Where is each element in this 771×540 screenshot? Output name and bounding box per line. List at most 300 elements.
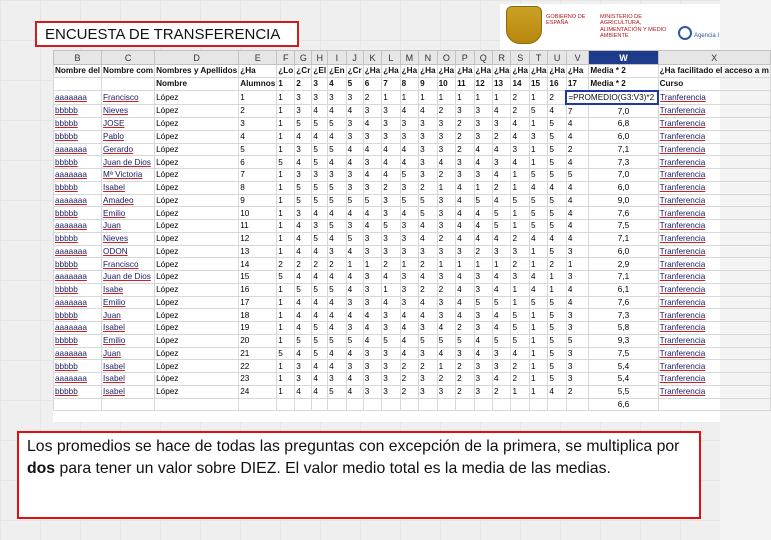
answer-cell[interactable]: 3 bbox=[456, 156, 474, 169]
answer-cell[interactable]: 4 bbox=[346, 347, 363, 360]
answer-cell[interactable]: 4 bbox=[328, 130, 346, 143]
header-cell[interactable]: ¿Ha bbox=[549, 66, 565, 76]
subheader-cell[interactable]: 14 bbox=[511, 77, 529, 90]
answer-cell[interactable]: 5 bbox=[312, 194, 328, 207]
answer-cell[interactable]: 1 bbox=[277, 385, 295, 398]
answer-cell[interactable]: 4 bbox=[474, 232, 492, 245]
student-number-cell[interactable]: 22 bbox=[239, 360, 277, 373]
last-name-cell[interactable]: López bbox=[155, 220, 239, 233]
answer-cell[interactable]: 1 bbox=[277, 220, 295, 233]
column-header-n[interactable]: N bbox=[419, 51, 437, 65]
answer-cell[interactable]: 4 bbox=[295, 385, 312, 398]
answer-cell[interactable]: 4 bbox=[295, 322, 312, 335]
header-cell[interactable]: ¿Ha bbox=[401, 66, 418, 76]
answer-cell[interactable]: 3 bbox=[382, 118, 400, 131]
subheader-cell[interactable]: 1 bbox=[277, 77, 295, 90]
last-name-cell[interactable]: López bbox=[155, 309, 239, 322]
answer-cell[interactable]: 4 bbox=[346, 309, 363, 322]
answer-cell[interactable]: 4 bbox=[295, 156, 312, 169]
answer-cell[interactable]: 3 bbox=[346, 91, 363, 105]
last-name-cell[interactable]: López bbox=[155, 143, 239, 156]
answer-cell[interactable]: 5 bbox=[493, 220, 511, 233]
column-header-b[interactable]: B bbox=[54, 51, 102, 65]
course-cell[interactable]: Tranferencia bbox=[658, 143, 770, 156]
first-name-cell[interactable]: Isabel bbox=[102, 360, 155, 373]
answer-cell[interactable]: 3 bbox=[456, 169, 474, 182]
first-name-cell[interactable]: Francisco bbox=[102, 91, 155, 105]
answer-cell[interactable]: 4 bbox=[456, 220, 474, 233]
answer-cell[interactable]: 2 bbox=[493, 385, 511, 398]
course-cell[interactable]: Tranferencia bbox=[658, 194, 770, 207]
header-cell[interactable]: Nombre del bbox=[55, 66, 101, 76]
answer-cell[interactable]: 4 bbox=[566, 156, 588, 169]
answer-cell[interactable]: 3 bbox=[346, 181, 363, 194]
answer-cell[interactable]: 1 bbox=[277, 309, 295, 322]
answer-cell[interactable]: 2 bbox=[474, 245, 492, 258]
answer-cell[interactable]: 2 bbox=[493, 130, 511, 143]
surname-cell[interactable]: bbbbb bbox=[54, 207, 102, 220]
surname-cell[interactable]: aaaaaaa bbox=[54, 169, 102, 182]
column-header-c[interactable]: C bbox=[102, 51, 155, 65]
answer-cell[interactable]: 1 bbox=[277, 181, 295, 194]
answer-cell[interactable]: 5 bbox=[511, 309, 529, 322]
answer-cell[interactable]: 4 bbox=[529, 271, 547, 284]
answer-cell[interactable]: 3 bbox=[493, 118, 511, 131]
answer-cell[interactable]: 4 bbox=[548, 232, 566, 245]
answer-cell[interactable]: 5 bbox=[312, 156, 328, 169]
answer-cell[interactable]: 1 bbox=[529, 118, 547, 131]
answer-cell[interactable]: 3 bbox=[400, 130, 418, 143]
answer-cell[interactable]: 1 bbox=[346, 258, 363, 271]
answer-cell[interactable]: 3 bbox=[363, 271, 381, 284]
course-cell[interactable]: Tranferencia bbox=[658, 169, 770, 182]
average-cell[interactable]: 5,8 bbox=[589, 322, 658, 335]
answer-cell[interactable]: 4 bbox=[400, 104, 418, 117]
answer-cell[interactable]: 3 bbox=[346, 360, 363, 373]
answer-cell[interactable]: 3 bbox=[346, 322, 363, 335]
answer-cell[interactable]: 1 bbox=[277, 322, 295, 335]
last-name-cell[interactable]: López bbox=[155, 194, 239, 207]
answer-cell[interactable]: 4 bbox=[328, 271, 346, 284]
average-cell[interactable]: 6,0 bbox=[589, 181, 658, 194]
answer-cell[interactable]: 4 bbox=[312, 245, 328, 258]
answer-cell[interactable]: 5 bbox=[529, 194, 547, 207]
answer-cell[interactable]: 2 bbox=[437, 169, 455, 182]
answer-cell[interactable]: 5 bbox=[419, 207, 437, 220]
answer-cell[interactable]: 5 bbox=[312, 334, 328, 347]
answer-cell[interactable]: 3 bbox=[346, 296, 363, 309]
answer-cell[interactable]: 3 bbox=[419, 322, 437, 335]
first-name-cell[interactable]: Gerardo bbox=[102, 143, 155, 156]
answer-cell[interactable]: 4 bbox=[346, 104, 363, 117]
answer-cell[interactable]: 5 bbox=[437, 334, 455, 347]
answer-cell[interactable]: 3 bbox=[474, 322, 492, 335]
empty-cell[interactable] bbox=[295, 398, 312, 411]
answer-cell[interactable]: 2 bbox=[511, 373, 529, 386]
answer-cell[interactable]: 3 bbox=[437, 245, 455, 258]
answer-cell[interactable]: 3 bbox=[382, 245, 400, 258]
surname-cell[interactable]: aaaaaaa bbox=[54, 194, 102, 207]
answer-cell[interactable]: 4 bbox=[456, 283, 474, 296]
empty-cell[interactable] bbox=[102, 398, 155, 411]
answer-cell[interactable]: 3 bbox=[419, 385, 437, 398]
answer-cell[interactable]: 4 bbox=[456, 194, 474, 207]
answer-cell[interactable]: 4 bbox=[312, 360, 328, 373]
answer-cell[interactable]: 3 bbox=[382, 207, 400, 220]
answer-cell[interactable]: 3 bbox=[363, 245, 381, 258]
empty-cell[interactable] bbox=[382, 398, 400, 411]
average-cell[interactable]: 7,1 bbox=[589, 271, 658, 284]
answer-cell[interactable]: 3 bbox=[400, 271, 418, 284]
answer-cell[interactable]: 3 bbox=[437, 309, 455, 322]
answer-cell[interactable]: 2 bbox=[419, 360, 437, 373]
answer-cell[interactable]: 3 bbox=[363, 130, 381, 143]
answer-cell[interactable]: 4 bbox=[566, 220, 588, 233]
student-number-cell[interactable]: 2 bbox=[239, 104, 277, 117]
average-cell[interactable]: 6,1 bbox=[589, 283, 658, 296]
answer-cell[interactable]: 4 bbox=[511, 118, 529, 131]
answer-cell[interactable]: 3 bbox=[363, 283, 381, 296]
answer-cell[interactable]: 2 bbox=[382, 258, 400, 271]
formula-cell[interactable] bbox=[566, 91, 658, 105]
answer-cell[interactable]: 3 bbox=[566, 360, 588, 373]
answer-cell[interactable]: 5 bbox=[548, 220, 566, 233]
surname-cell[interactable]: aaaaaaa bbox=[54, 322, 102, 335]
answer-cell[interactable]: 4 bbox=[511, 347, 529, 360]
answer-cell[interactable]: 4 bbox=[328, 296, 346, 309]
answer-cell[interactable]: 1 bbox=[363, 258, 381, 271]
header-cell[interactable]: Nombre com bbox=[103, 66, 154, 76]
answer-cell[interactable]: 2 bbox=[566, 385, 588, 398]
answer-cell[interactable]: 4 bbox=[548, 181, 566, 194]
answer-cell[interactable]: 4 bbox=[493, 169, 511, 182]
answer-cell[interactable]: 4 bbox=[312, 385, 328, 398]
answer-cell[interactable]: 3 bbox=[437, 118, 455, 131]
course-cell[interactable]: Tranferencia bbox=[658, 322, 770, 335]
answer-cell[interactable]: 1 bbox=[277, 207, 295, 220]
average-cell[interactable]: 7,6 bbox=[589, 207, 658, 220]
answer-cell[interactable]: 4 bbox=[346, 245, 363, 258]
last-name-cell[interactable]: López bbox=[155, 156, 239, 169]
subheader-cell[interactable]: 2 bbox=[295, 77, 312, 90]
answer-cell[interactable]: 4 bbox=[566, 283, 588, 296]
last-name-cell[interactable]: López bbox=[155, 118, 239, 131]
empty-cell[interactable] bbox=[474, 398, 492, 411]
answer-cell[interactable]: 1 bbox=[277, 169, 295, 182]
header-cell[interactable]: ¿El bbox=[313, 66, 327, 76]
answer-cell[interactable]: 1 bbox=[277, 194, 295, 207]
answer-cell[interactable]: 5 bbox=[312, 143, 328, 156]
subheader-cell[interactable]: 10 bbox=[437, 77, 455, 90]
answer-cell[interactable]: 5 bbox=[529, 104, 547, 117]
surname-cell[interactable]: bbbbb bbox=[54, 258, 102, 271]
answer-cell[interactable]: 2 bbox=[277, 258, 295, 271]
answer-cell[interactable]: 5 bbox=[382, 220, 400, 233]
answer-cell[interactable]: 3 bbox=[400, 118, 418, 131]
answer-cell[interactable]: 3 bbox=[363, 385, 381, 398]
answer-cell[interactable]: 3 bbox=[295, 91, 312, 105]
course-cell[interactable]: Tranferencia bbox=[658, 118, 770, 131]
answer-cell[interactable]: 1 bbox=[529, 334, 547, 347]
answer-cell[interactable]: 3 bbox=[566, 347, 588, 360]
header-cell[interactable]: ¿Ha bbox=[530, 66, 547, 76]
answer-cell[interactable]: 1 bbox=[529, 258, 547, 271]
answer-cell[interactable]: 2 bbox=[437, 104, 455, 117]
answer-cell[interactable]: 1 bbox=[277, 104, 295, 117]
header-cell[interactable]: ¿Ha facilitado el acceso a m bbox=[659, 66, 769, 76]
course-cell[interactable]: Tranferencia bbox=[658, 220, 770, 233]
subheader-cell[interactable]: 15 bbox=[529, 77, 547, 90]
subheader-cell[interactable]: 4 bbox=[328, 77, 346, 90]
answer-cell[interactable]: 1 bbox=[548, 271, 566, 284]
answer-cell[interactable]: 1 bbox=[277, 334, 295, 347]
answer-cell[interactable]: 1 bbox=[456, 258, 474, 271]
answer-cell[interactable]: 4 bbox=[295, 271, 312, 284]
answer-cell[interactable]: 3 bbox=[456, 104, 474, 117]
spreadsheet[interactable] bbox=[53, 50, 769, 422]
answer-cell[interactable]: 5 bbox=[382, 334, 400, 347]
column-header-v[interactable]: V bbox=[566, 51, 588, 65]
answer-cell[interactable]: 3 bbox=[346, 130, 363, 143]
empty-cell[interactable] bbox=[155, 398, 239, 411]
column-header-e[interactable]: E bbox=[239, 51, 277, 65]
answer-cell[interactable]: 4 bbox=[437, 347, 455, 360]
answer-cell[interactable]: 1 bbox=[493, 258, 511, 271]
student-number-cell[interactable]: 5 bbox=[239, 143, 277, 156]
answer-cell[interactable]: 2 bbox=[382, 181, 400, 194]
answer-cell[interactable]: 1 bbox=[511, 296, 529, 309]
answer-cell[interactable]: 4 bbox=[529, 232, 547, 245]
student-number-cell[interactable]: 6 bbox=[239, 156, 277, 169]
last-name-cell[interactable]: López bbox=[155, 104, 239, 117]
last-name-cell[interactable]: López bbox=[155, 207, 239, 220]
answer-cell[interactable]: 1 bbox=[529, 385, 547, 398]
answer-cell[interactable]: 3 bbox=[474, 169, 492, 182]
answer-cell[interactable]: 2 bbox=[511, 104, 529, 117]
answer-cell[interactable]: 4 bbox=[312, 130, 328, 143]
answer-cell[interactable]: 3 bbox=[474, 360, 492, 373]
answer-cell[interactable]: 5 bbox=[419, 334, 437, 347]
answer-cell[interactable]: 5 bbox=[511, 322, 529, 335]
answer-cell[interactable]: 4 bbox=[400, 143, 418, 156]
answer-cell[interactable]: 3 bbox=[400, 296, 418, 309]
column-header-m[interactable]: M bbox=[400, 51, 418, 65]
surname-cell[interactable]: aaaaaaa bbox=[54, 91, 102, 105]
column-header-g[interactable]: G bbox=[295, 51, 312, 65]
header-cell[interactable]: ¿Ha bbox=[438, 66, 455, 76]
last-name-cell[interactable]: López bbox=[155, 271, 239, 284]
average-cell[interactable]: 7,1 bbox=[589, 232, 658, 245]
answer-cell[interactable]: 2 bbox=[456, 143, 474, 156]
first-name-cell[interactable]: Isabel bbox=[102, 385, 155, 398]
subheader-cell[interactable]: 5 bbox=[346, 77, 363, 90]
answer-cell[interactable]: 4 bbox=[493, 194, 511, 207]
answer-cell[interactable]: 5 bbox=[548, 207, 566, 220]
last-name-cell[interactable]: López bbox=[155, 322, 239, 335]
average-cell[interactable]: 6,0 bbox=[589, 245, 658, 258]
subheader-cell[interactable]: 8 bbox=[400, 77, 418, 90]
column-header-w[interactable]: W bbox=[589, 51, 658, 65]
answer-cell[interactable]: 3 bbox=[363, 296, 381, 309]
answer-cell[interactable]: 4 bbox=[474, 220, 492, 233]
student-number-cell[interactable]: 11 bbox=[239, 220, 277, 233]
student-number-cell[interactable]: 10 bbox=[239, 207, 277, 220]
answer-cell[interactable]: 2 bbox=[548, 91, 566, 105]
answer-cell[interactable]: 4 bbox=[566, 181, 588, 194]
answer-cell[interactable]: 5 bbox=[277, 271, 295, 284]
empty-cell[interactable] bbox=[312, 398, 328, 411]
answer-cell[interactable]: 4 bbox=[493, 322, 511, 335]
answer-cell[interactable]: 3 bbox=[437, 207, 455, 220]
answer-cell[interactable]: 4 bbox=[419, 309, 437, 322]
empty-cell[interactable] bbox=[437, 398, 455, 411]
average-cell[interactable]: 5,4 bbox=[589, 360, 658, 373]
course-cell[interactable]: Tranferencia bbox=[658, 245, 770, 258]
answer-cell[interactable]: 3 bbox=[382, 322, 400, 335]
answer-cell[interactable]: 4 bbox=[419, 296, 437, 309]
average-cell[interactable]: 9,3 bbox=[589, 334, 658, 347]
answer-cell[interactable]: 1 bbox=[277, 91, 295, 105]
course-cell[interactable]: Tranferencia bbox=[658, 385, 770, 398]
answer-cell[interactable]: 4 bbox=[493, 309, 511, 322]
empty-cell[interactable] bbox=[328, 398, 346, 411]
answer-cell[interactable]: 1 bbox=[382, 91, 400, 105]
last-name-cell[interactable]: López bbox=[155, 347, 239, 360]
answer-cell[interactable]: 1 bbox=[437, 91, 455, 105]
answer-cell[interactable]: 5 bbox=[328, 220, 346, 233]
empty-cell[interactable] bbox=[511, 398, 529, 411]
answer-cell[interactable]: 3 bbox=[363, 360, 381, 373]
answer-cell[interactable]: 1 bbox=[400, 91, 418, 105]
answer-cell[interactable]: 1 bbox=[511, 207, 529, 220]
answer-cell[interactable]: 3 bbox=[312, 220, 328, 233]
answer-cell[interactable]: 4 bbox=[346, 207, 363, 220]
answer-cell[interactable]: 2 bbox=[419, 181, 437, 194]
last-name-cell[interactable]: López bbox=[155, 283, 239, 296]
answer-cell[interactable]: 5 bbox=[566, 334, 588, 347]
answer-cell[interactable]: 5 bbox=[474, 194, 492, 207]
spreadsheet-grid[interactable] bbox=[53, 50, 771, 411]
subheader-cell[interactable]: 7 bbox=[382, 77, 400, 90]
answer-cell[interactable]: 4 bbox=[474, 347, 492, 360]
answer-cell[interactable]: 1 bbox=[277, 232, 295, 245]
answer-cell[interactable]: 5 bbox=[328, 385, 346, 398]
answer-cell[interactable]: 3 bbox=[382, 373, 400, 386]
answer-cell[interactable]: 4 bbox=[400, 156, 418, 169]
surname-cell[interactable]: aaaaaaa bbox=[54, 143, 102, 156]
answer-cell[interactable]: 4 bbox=[312, 296, 328, 309]
answer-cell[interactable]: 4 bbox=[363, 143, 381, 156]
answer-cell[interactable]: 4 bbox=[419, 104, 437, 117]
surname-cell[interactable]: bbbbb bbox=[54, 156, 102, 169]
average-cell[interactable]: 5,5 bbox=[589, 385, 658, 398]
column-header-f[interactable]: F bbox=[277, 51, 295, 65]
empty-cell[interactable] bbox=[239, 398, 277, 411]
answer-cell[interactable]: 4 bbox=[419, 271, 437, 284]
first-name-cell[interactable]: Nieves bbox=[102, 104, 155, 117]
subheader-cell[interactable]: 17 bbox=[566, 77, 588, 90]
header-cell[interactable]: ¿Ha bbox=[420, 66, 436, 76]
answer-cell[interactable]: 3 bbox=[493, 156, 511, 169]
answer-cell[interactable]: 1 bbox=[511, 169, 529, 182]
first-name-cell[interactable]: Emilio bbox=[102, 207, 155, 220]
answer-cell[interactable]: 1 bbox=[382, 283, 400, 296]
answer-cell[interactable]: 5 bbox=[474, 296, 492, 309]
answer-cell[interactable]: 4 bbox=[328, 309, 346, 322]
answer-cell[interactable]: 2 bbox=[511, 360, 529, 373]
answer-cell[interactable]: 1 bbox=[529, 156, 547, 169]
answer-cell[interactable]: 3 bbox=[456, 245, 474, 258]
answer-cell[interactable]: 5 bbox=[295, 194, 312, 207]
last-name-cell[interactable]: López bbox=[155, 385, 239, 398]
answer-cell[interactable]: 3 bbox=[437, 130, 455, 143]
answer-cell[interactable]: 3 bbox=[493, 347, 511, 360]
answer-cell[interactable]: 1 bbox=[511, 283, 529, 296]
answer-cell[interactable]: 3 bbox=[295, 143, 312, 156]
answer-cell[interactable]: 3 bbox=[363, 232, 381, 245]
subheader-cell[interactable]: 13 bbox=[493, 77, 511, 90]
subheader-cell[interactable]: Curso bbox=[658, 77, 770, 90]
answer-cell[interactable]: 4 bbox=[400, 322, 418, 335]
course-cell[interactable]: Tranferencia bbox=[658, 181, 770, 194]
answer-cell[interactable]: 2 bbox=[511, 91, 529, 105]
first-name-cell[interactable]: Juan de Dios bbox=[102, 271, 155, 284]
answer-cell[interactable]: 3 bbox=[419, 118, 437, 131]
header-cell[interactable]: ¿Cr bbox=[347, 66, 362, 76]
answer-cell[interactable]: 3 bbox=[437, 271, 455, 284]
answer-cell[interactable]: 4 bbox=[400, 207, 418, 220]
answer-cell[interactable]: 3 bbox=[346, 169, 363, 182]
last-name-cell[interactable]: López bbox=[155, 232, 239, 245]
header-cell[interactable]: ¿Ha bbox=[383, 66, 399, 76]
answer-cell[interactable]: 1 bbox=[474, 181, 492, 194]
answer-cell[interactable]: 4 bbox=[328, 104, 346, 117]
answer-cell[interactable]: 4 bbox=[328, 156, 346, 169]
answer-cell[interactable]: 1 bbox=[529, 347, 547, 360]
last-name-cell[interactable]: López bbox=[155, 360, 239, 373]
student-number-cell[interactable]: 18 bbox=[239, 309, 277, 322]
answer-cell[interactable]: 2 bbox=[456, 385, 474, 398]
answer-cell[interactable]: 4 bbox=[346, 271, 363, 284]
answer-cell[interactable]: 4 bbox=[312, 207, 328, 220]
average-cell[interactable]: 5,4 bbox=[589, 373, 658, 386]
answer-cell[interactable]: 3 bbox=[511, 271, 529, 284]
answer-cell[interactable]: 3 bbox=[346, 118, 363, 131]
answer-cell[interactable]: 1 bbox=[548, 283, 566, 296]
student-number-cell[interactable]: 12 bbox=[239, 232, 277, 245]
answer-cell[interactable]: 5 bbox=[548, 169, 566, 182]
answer-cell[interactable]: 5 bbox=[328, 194, 346, 207]
answer-cell[interactable]: 4 bbox=[346, 143, 363, 156]
surname-cell[interactable]: aaaaaaa bbox=[54, 271, 102, 284]
subheader-cell[interactable]: 11 bbox=[456, 77, 474, 90]
last-name-cell[interactable]: López bbox=[155, 91, 239, 105]
first-name-cell[interactable]: Isabel bbox=[102, 181, 155, 194]
answer-cell[interactable]: 4 bbox=[295, 232, 312, 245]
header-cell[interactable]: ¿Ha bbox=[475, 66, 491, 76]
answer-cell[interactable]: 5 bbox=[548, 360, 566, 373]
answer-cell[interactable]: 5 bbox=[456, 334, 474, 347]
surname-cell[interactable]: bbbbb bbox=[54, 385, 102, 398]
average-cell[interactable]: 7,6 bbox=[589, 296, 658, 309]
subheader-cell[interactable]: 6 bbox=[363, 77, 381, 90]
last-name-cell[interactable]: López bbox=[155, 130, 239, 143]
answer-cell[interactable]: 3 bbox=[474, 373, 492, 386]
subheader-cell[interactable]: 9 bbox=[419, 77, 437, 90]
average-cell[interactable]: 7,3 bbox=[589, 156, 658, 169]
answer-cell[interactable]: 4 bbox=[566, 118, 588, 131]
course-cell[interactable]: Tranferencia bbox=[658, 258, 770, 271]
